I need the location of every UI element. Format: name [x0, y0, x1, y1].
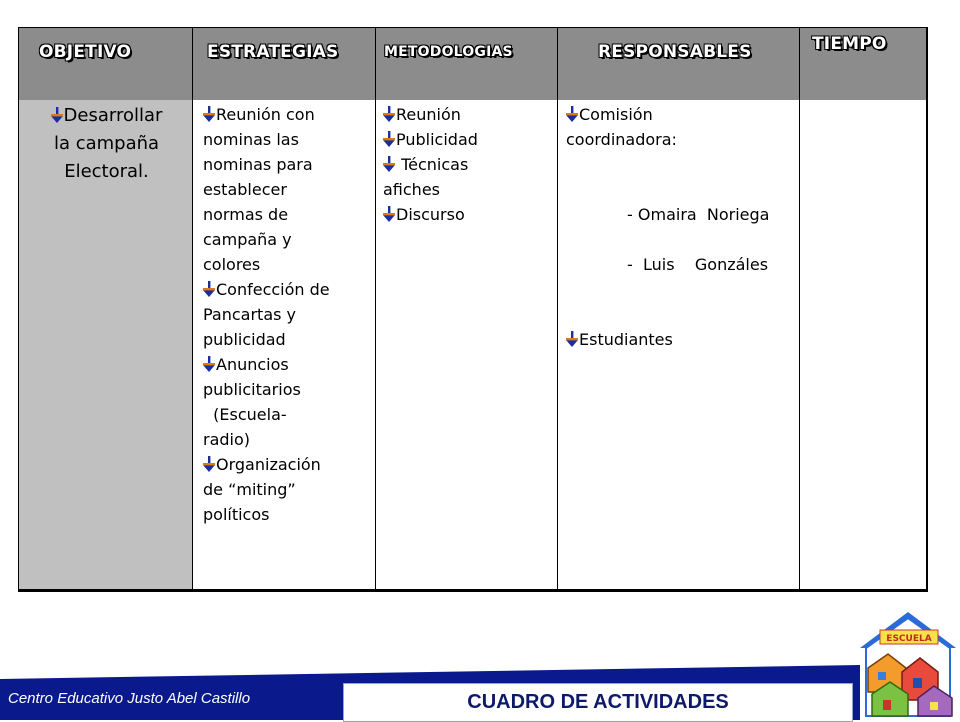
estrategia-line: Confección de: [216, 280, 330, 299]
objetivo-line: la campaña: [53, 133, 160, 154]
arrow-bullet-icon: [383, 106, 395, 122]
activities-table: [18, 27, 928, 592]
estrategia-line: establecer: [203, 180, 287, 199]
arrow-bullet-icon: [383, 156, 395, 172]
arrow-bullet-icon: [566, 106, 578, 122]
footer-title: CUADRO DE ACTIVIDADES: [343, 683, 853, 722]
metodologia-line: Publicidad: [396, 130, 478, 149]
arrow-bullet-icon: [203, 456, 215, 472]
cell-responsables: [558, 100, 800, 591]
responsable-name: - Omaira Noriega: [627, 205, 770, 224]
arrow-bullet-icon: [383, 206, 395, 222]
estrategia-line: Pancartas y: [203, 305, 297, 324]
responsable-names: [566, 177, 791, 302]
estrategia-line: colores: [203, 255, 261, 274]
estrategia-item: [203, 352, 367, 452]
metodologia-item: [383, 102, 549, 127]
arrow-bullet-icon: [51, 107, 63, 123]
estrategia-line: políticos: [203, 505, 270, 524]
estrategia-line: radio): [203, 430, 251, 449]
metodologia-line: Discurso: [396, 205, 465, 224]
estrategia-item: [203, 452, 367, 527]
cell-tiempo: [800, 100, 927, 591]
metodologia-line: Técnicas: [396, 155, 469, 174]
estrategia-line: de “miting”: [203, 480, 296, 499]
footer-institution: Centro Educativo Justo Abel Castillo: [8, 690, 251, 707]
estrategia-line: Anuncios: [216, 355, 289, 374]
school-logo-icon: [858, 608, 960, 720]
responsable-line: Comisión: [579, 105, 653, 124]
arrow-bullet-icon: [383, 131, 395, 147]
estrategia-line: publicidad: [203, 330, 286, 349]
estrategia-line: nominas las: [203, 130, 299, 149]
arrow-bullet-icon: [566, 331, 578, 347]
objetivo-line: Desarrollar: [63, 105, 163, 126]
cell-objetivo: [19, 100, 193, 591]
logo-label: ESCUELA: [886, 634, 932, 644]
estrategia-line: publicitarios: [203, 380, 301, 399]
header-estrategias: ESTRATEGIAS: [193, 28, 376, 101]
estrategia-item: [203, 102, 367, 277]
metodologia-line: afiches: [383, 180, 440, 199]
arrow-bullet-icon: [203, 281, 215, 297]
header-objetivo: OBJETIVO: [19, 28, 193, 101]
estrategia-item: [203, 277, 367, 352]
cell-estrategias: [193, 100, 376, 591]
arrow-bullet-icon: [203, 106, 215, 122]
metodologia-item: [383, 152, 549, 202]
header-tiempo: TIEMPO: [800, 28, 927, 101]
estrategia-line: normas de: [203, 205, 289, 224]
objetivo-item: [31, 102, 182, 186]
responsable-name: - Luis Gonzáles: [627, 255, 769, 274]
metodologia-item: [383, 202, 549, 227]
metodologia-item: [383, 127, 549, 152]
estrategia-line: nominas para: [203, 155, 313, 174]
arrow-bullet-icon: [203, 356, 215, 372]
responsable-item: [566, 102, 791, 152]
header-responsables: RESPONSABLES: [558, 28, 800, 101]
cell-metodologias: [376, 100, 558, 591]
estrategia-line: campaña y: [203, 230, 292, 249]
estrategia-line: (Escuela-: [203, 405, 287, 424]
responsable-item: [566, 327, 791, 352]
metodologia-line: Reunión: [396, 105, 461, 124]
responsable-line: coordinadora:: [566, 130, 677, 149]
objetivo-line: Electoral.: [64, 161, 149, 182]
estrategia-line: Reunión con: [216, 105, 315, 124]
responsable-line: Estudiantes: [579, 330, 673, 349]
header-metodologias: METODOLOGIAS: [376, 28, 558, 101]
estrategia-line: Organización: [216, 455, 321, 474]
